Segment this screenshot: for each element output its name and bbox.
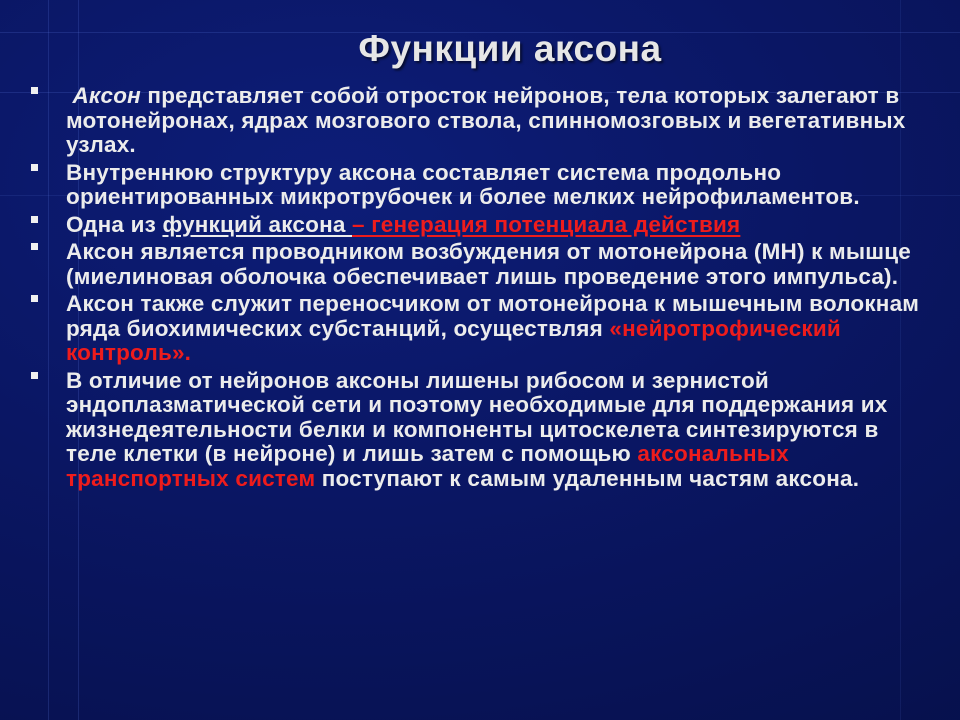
bullet-text: Аксон является проводником возбуждения от мотонейрона (МН) к мышце (миелиновая оболочка обеспечивает лишь проведение этого импульса). xyxy=(66,239,911,289)
bullet-item xyxy=(28,213,928,238)
bullet-text: Аксон также служит переносчиком от мотонейрона к мышечным волокнам ряда биохимических субстанций, осуществляя xyxy=(66,291,920,341)
underlined-phrase: функций аксона xyxy=(162,211,353,237)
slide-title: Функции аксона xyxy=(358,28,662,69)
square-bullet-icon xyxy=(31,243,38,250)
bullet-item xyxy=(28,369,928,492)
bullet-text: В отличие от нейронов аксоны лишены рибосом и зернистой эндоплазматической сети и поэтому необходимые для поддержания их жизнедеятельности белки и компоненты цитоскелета синтезируются в теле клетки (в нейроне) и лишь затем с помощью xyxy=(66,367,888,466)
highlighted-phrase: аксональных транспортных систем xyxy=(66,441,789,491)
bullet-list xyxy=(28,84,928,494)
square-bullet-icon xyxy=(31,87,38,94)
bullet-text: представляет собой отросток нейронов, тела которых залегают в мотонейронах, ядрах мозгового ствола, спинномозговых и вегетативных узлах. xyxy=(66,83,906,157)
highlighted-phrase: «нейротрофический контроль». xyxy=(66,315,841,365)
bullet-item xyxy=(28,240,928,289)
bullet-item xyxy=(28,292,928,366)
square-bullet-icon xyxy=(31,164,38,171)
bullet-item xyxy=(28,84,928,158)
square-bullet-icon xyxy=(31,216,38,223)
bullet-lead-term: Аксон xyxy=(72,83,141,108)
square-bullet-icon xyxy=(31,372,38,379)
bullet-text: Внутреннюю структуру аксона составляет система продольно ориентированных микротрубочек и более мелких нейрофиламентов. xyxy=(66,159,860,209)
bullet-text: Одна из xyxy=(66,211,163,237)
bullet-item xyxy=(28,161,928,210)
bullet-text: поступают к самым удаленным частям аксона. xyxy=(315,465,860,491)
square-bullet-icon xyxy=(31,295,38,302)
highlighted-phrase: – генерация потенциала действия xyxy=(352,211,741,237)
